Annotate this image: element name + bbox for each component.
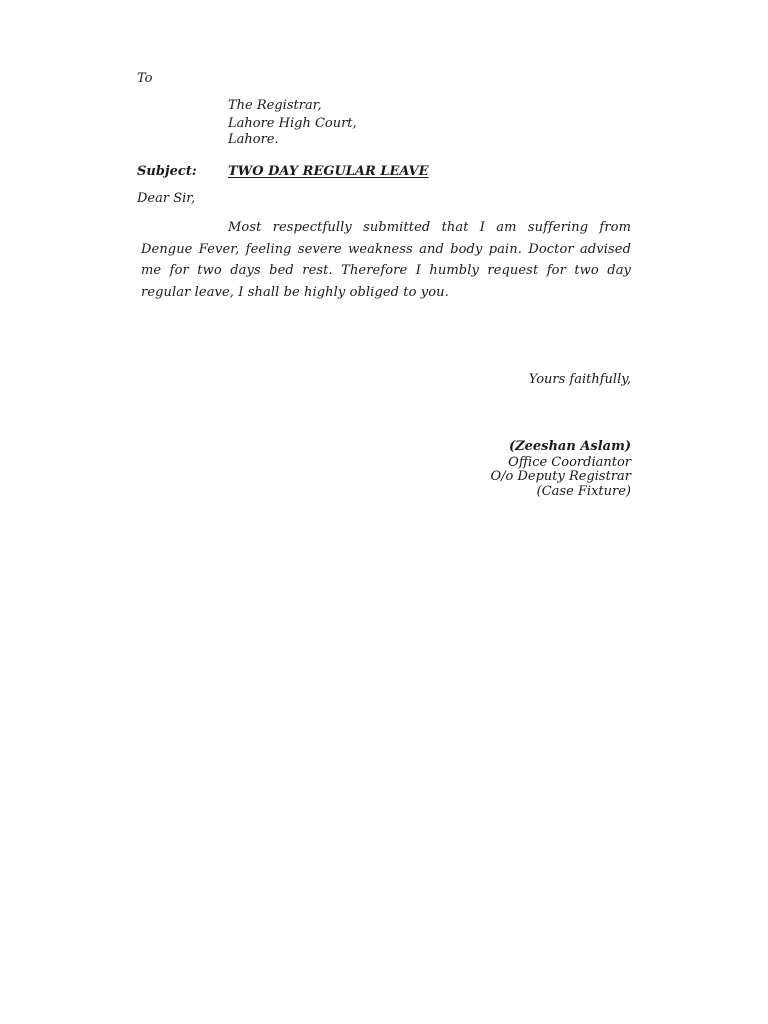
salutation: Dear Sir, [137,191,196,206]
signature-section: (Case Fixture) [536,484,631,499]
signature-office: O/o Deputy Registrar [490,469,631,484]
closing: Yours faithfully, [528,372,631,387]
to-label: To [137,71,153,86]
signature-name: (Zeeshan Aslam) [508,439,631,454]
subject-text: TWO DAY REGULAR LEAVE [228,164,429,179]
subject-label: Subject: [137,164,197,179]
body-paragraph: Most respectfully submitted that I am suffering from Dengue Fever, feeling severe weakness and body pain. Doctor advised me for two days bed rest. Therefore I humbly request for two day regular leave, I shall be highly obliged to you. [141,220,631,300]
signature-title: Office Coordiantor [508,455,631,470]
recipient-line-1: The Registrar, [228,98,322,113]
recipient-line-3: Lahore. [228,132,279,147]
recipient-line-2: Lahore High Court, [228,116,357,131]
